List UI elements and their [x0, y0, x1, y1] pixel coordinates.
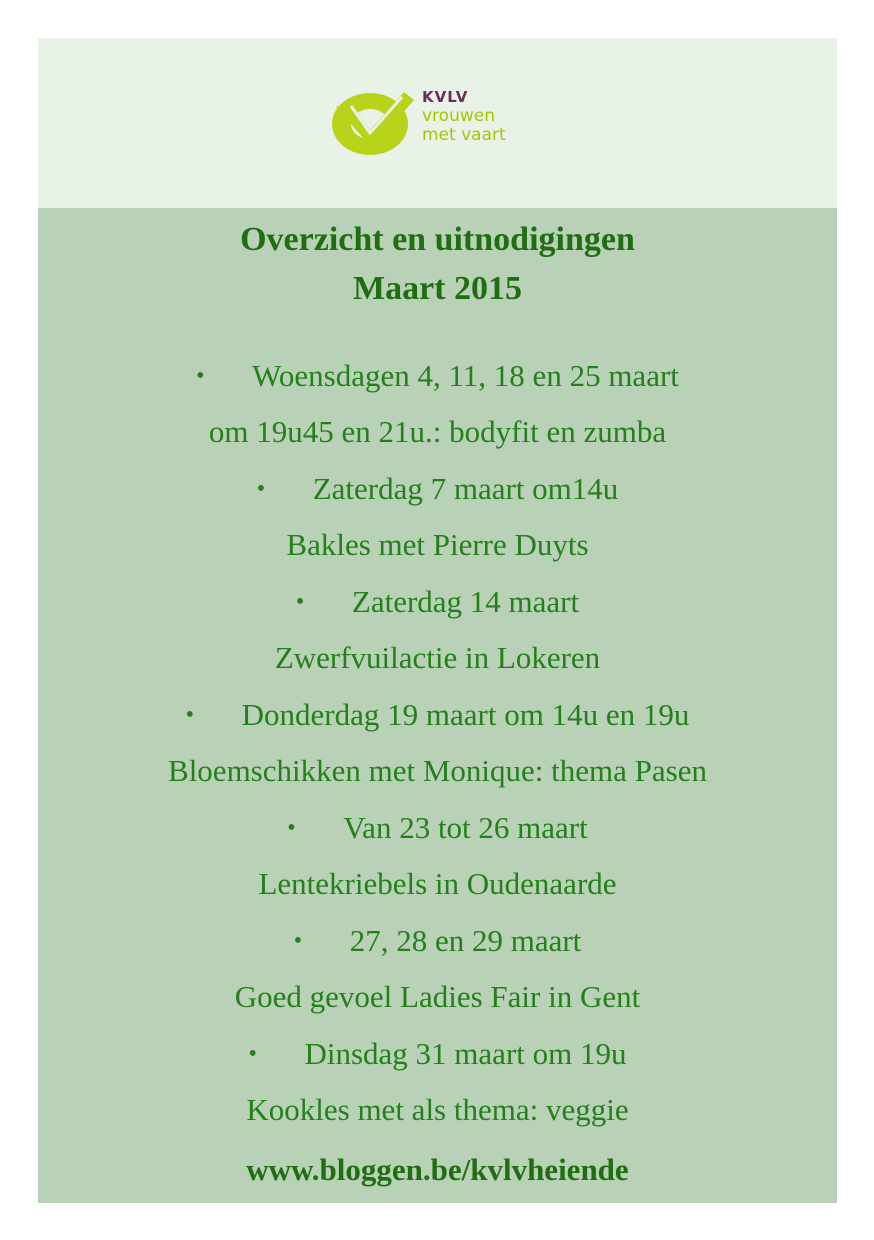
event-description: Zwerfvuilactie in Lokeren — [274, 640, 601, 675]
event-description: Goed gevoel Ladies Fair in Gent — [234, 979, 641, 1014]
bullet-icon: • — [293, 928, 303, 954]
logo-org-name: KVLV — [422, 88, 469, 106]
header-band — [38, 38, 837, 208]
bullet-icon: • — [185, 702, 195, 728]
event-date: • Woensdagen 4, 11, 18 en 25 maart — [38, 356, 837, 396]
bullet-icon: • — [295, 589, 305, 615]
kvlv-v-mark-icon — [330, 84, 418, 160]
logo-tagline-1: vrouwen — [422, 106, 495, 126]
event-description: Bakles met Pierre Duyts — [286, 527, 589, 562]
blog-link[interactable]: www.bloggen.be/kvlvheiende — [246, 1152, 629, 1187]
bullet-icon: • — [256, 476, 266, 502]
page-subtitle: Maart 2015 — [352, 270, 522, 307]
kvlv-logo — [330, 84, 560, 160]
events-panel — [38, 208, 837, 1203]
event-description: Bloemschikken met Monique: thema Pasen — [168, 753, 707, 788]
event-description: Lentekriebels in Oudenaarde — [258, 866, 617, 901]
event-date: • Dinsdag 31 maart om 19u — [38, 1034, 837, 1074]
bullet-icon: • — [287, 815, 296, 841]
event-date: • Zaterdag 7 maart om14u — [38, 469, 837, 509]
flyer-sheet — [38, 38, 837, 1203]
bullet-icon: • — [248, 1041, 257, 1067]
event-date: • Van 23 tot 26 maart — [38, 808, 837, 848]
page-title: Overzicht en uitnodigingen — [240, 221, 635, 258]
logo-tagline-2: met vaart — [422, 125, 506, 145]
event-description: om 19u45 en 21u.: bodyfit en zumba — [208, 414, 667, 449]
event-date: • 27, 28 en 29 maart — [38, 921, 837, 961]
event-date: • Donderdag 19 maart om 14u en 19u — [38, 695, 837, 735]
event-date: • Zaterdag 14 maart — [38, 582, 837, 622]
event-description: Kookles met als thema: veggie — [246, 1092, 629, 1127]
bullet-icon: • — [196, 363, 205, 389]
